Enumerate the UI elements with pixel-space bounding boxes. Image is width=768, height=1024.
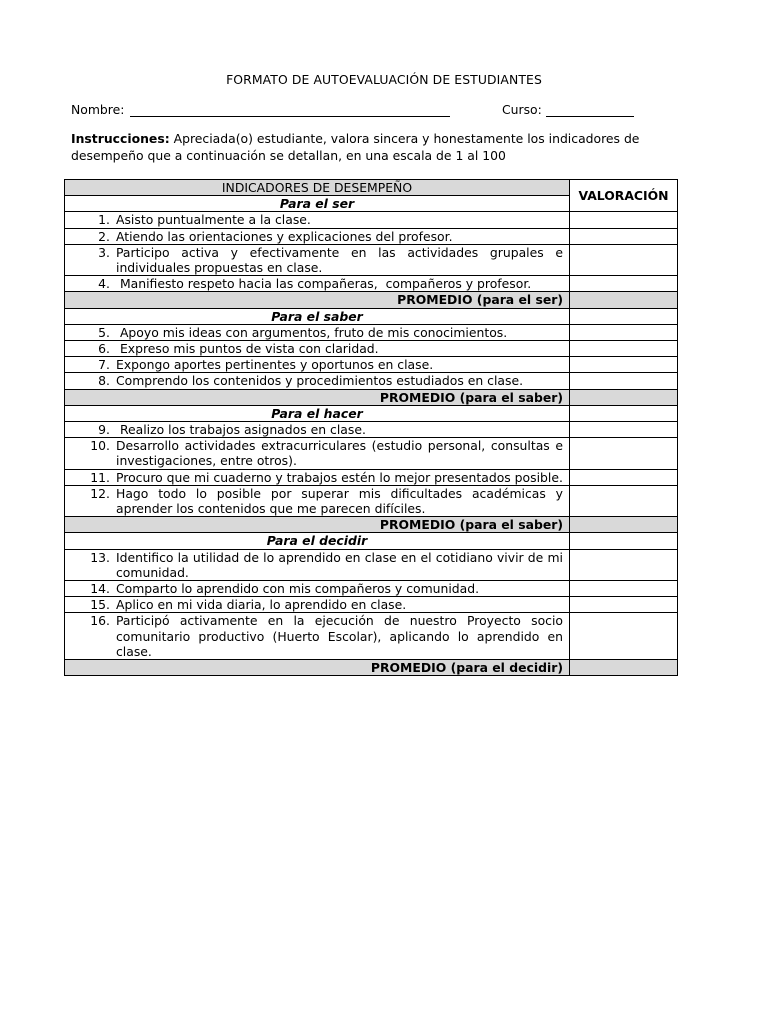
document-title: FORMATO DE AUTOEVALUACIÓN DE ESTUDIANTES xyxy=(226,72,542,87)
indicator-cell xyxy=(65,469,570,485)
indicator-number: 1. xyxy=(98,212,110,228)
indicator-text: Participó activamente en la ejecución de nuestro Proyecto socio comunitario productivo (Huerto Escolar), aplicando lo aprendido en clase. xyxy=(116,613,567,659)
average-label: PROMEDIO (para el decidir) xyxy=(65,660,570,676)
table-row xyxy=(65,469,678,485)
indicator-item xyxy=(71,613,567,659)
table-row xyxy=(65,613,678,660)
average-label: PROMEDIO (para el ser) xyxy=(65,292,570,308)
table-row xyxy=(65,373,678,389)
indicator-cell xyxy=(65,244,570,275)
category-valoracion-cell xyxy=(570,533,678,549)
average-valoracion-cell[interactable] xyxy=(570,517,678,533)
indicator-number: 14. xyxy=(90,581,110,597)
indicator-text: Expreso mis puntos de vista con claridad. xyxy=(116,341,379,357)
valoracion-input-cell[interactable] xyxy=(570,422,678,438)
indicator-item xyxy=(71,597,563,612)
average-label: PROMEDIO (para el saber) xyxy=(65,389,570,405)
category-row xyxy=(65,405,678,421)
indicator-text: Atiendo las orientaciones y explicaciones del profesor. xyxy=(116,228,453,244)
nombre-blank-line[interactable] xyxy=(130,116,450,117)
indicator-text: Identifico la utilidad de lo aprendido en clase en el cotidiano vivir de mi comunidad. xyxy=(116,549,567,580)
indicator-text: Realizo los trabajos asignados en clase. xyxy=(116,422,366,438)
indicator-text: Participo activa y efectivamente en las actividades grupales e individuales propuestas en clase. xyxy=(116,244,567,276)
average-row xyxy=(65,292,678,308)
indicator-number: 4. xyxy=(98,276,110,292)
indicator-text: Asisto puntualmente a la clase. xyxy=(116,212,311,228)
indicator-cell xyxy=(65,549,570,580)
instructions-label: Instrucciones: xyxy=(71,131,170,146)
indicator-item xyxy=(71,470,563,485)
indicator-number: 9. xyxy=(98,422,110,438)
valoracion-input-cell[interactable] xyxy=(570,597,678,613)
indicator-cell xyxy=(65,438,570,469)
indicator-cell xyxy=(65,228,570,244)
valoracion-input-cell[interactable] xyxy=(570,212,678,228)
indicator-cell xyxy=(65,485,570,516)
category-row xyxy=(65,308,678,324)
indicator-item xyxy=(71,549,567,580)
indicator-item xyxy=(71,438,567,469)
table-row xyxy=(65,341,678,357)
indicator-text: Procuro que mi cuaderno y trabajos estén lo mejor presentados posible. xyxy=(116,469,563,485)
curso-label: Curso: xyxy=(502,102,542,117)
indicator-number: 13. xyxy=(90,549,110,565)
table-row xyxy=(65,549,678,580)
curso-blank-line[interactable] xyxy=(546,116,634,117)
indicator-item xyxy=(71,422,563,437)
valoracion-header: VALORACIÓN xyxy=(570,180,678,212)
table-row xyxy=(65,597,678,613)
indicator-number: 15. xyxy=(90,597,110,613)
average-row xyxy=(65,517,678,533)
indicator-cell xyxy=(65,581,570,597)
indicator-cell xyxy=(65,341,570,357)
instructions-text: Apreciada(o) estudiante, valora sincera y honestamente los indicadores de desempeño que a continuación se detallan, en una escala de 1 al 100 xyxy=(71,131,640,163)
indicator-cell xyxy=(65,422,570,438)
table-row xyxy=(65,228,678,244)
indicator-number: 5. xyxy=(98,324,110,340)
indicator-item xyxy=(71,212,563,227)
indicator-cell xyxy=(65,357,570,373)
category-title: Para el decidir xyxy=(65,533,570,549)
indicator-item xyxy=(71,244,567,276)
valoracion-input-cell[interactable] xyxy=(570,613,678,660)
instructions xyxy=(71,131,681,164)
table-header-row xyxy=(65,180,678,196)
category-row xyxy=(65,533,678,549)
indicator-text: Comprendo los contenidos y procedimientos estudiados en clase. xyxy=(116,373,524,389)
nombre-label: Nombre: xyxy=(71,102,125,117)
indicator-text: Aplico en mi vida diaria, lo aprendido en clase. xyxy=(116,597,407,613)
indicator-number: 2. xyxy=(98,228,110,244)
valoracion-input-cell[interactable] xyxy=(570,341,678,357)
average-valoracion-cell[interactable] xyxy=(570,292,678,308)
indicator-cell xyxy=(65,373,570,389)
indicator-number: 3. xyxy=(98,244,110,260)
indicator-text: Desarrollo actividades extracurriculares (estudio personal, consultas e investigaciones, entre otros). xyxy=(116,438,567,469)
table-row xyxy=(65,422,678,438)
indicators-header: INDICADORES DE DESEMPEÑO xyxy=(65,180,570,196)
evaluation-table xyxy=(64,179,678,676)
category-title: Para el ser xyxy=(65,196,570,212)
indicator-item xyxy=(71,341,563,356)
table-row xyxy=(65,212,678,228)
valoracion-input-cell[interactable] xyxy=(570,228,678,244)
valoracion-input-cell[interactable] xyxy=(570,324,678,340)
average-valoracion-cell[interactable] xyxy=(570,660,678,676)
indicator-cell xyxy=(65,276,570,292)
valoracion-input-cell[interactable] xyxy=(570,244,678,275)
category-title: Para el hacer xyxy=(65,405,570,421)
table-row xyxy=(65,324,678,340)
average-row xyxy=(65,660,678,676)
indicator-item xyxy=(71,229,563,244)
category-valoracion-cell xyxy=(570,405,678,421)
indicator-text: Manifiesto respeto hacia las compañeras, compañeros y profesor. xyxy=(116,276,532,292)
valoracion-input-cell[interactable] xyxy=(570,373,678,389)
indicator-text: Expongo aportes pertinentes y oportunos en clase. xyxy=(116,357,434,373)
indicator-cell xyxy=(65,324,570,340)
indicator-number: 10. xyxy=(90,438,110,454)
indicator-item xyxy=(71,485,567,517)
indicator-text: Apoyo mis ideas con argumentos, fruto de mis conocimientos. xyxy=(116,324,508,340)
valoracion-input-cell[interactable] xyxy=(570,469,678,485)
indicator-number: 12. xyxy=(90,485,110,501)
table-row xyxy=(65,276,678,292)
name-course-row xyxy=(71,102,691,120)
indicator-text: Hago todo lo posible por superar mis dificultades académicas y aprender los contenidos que me parecen difíciles. xyxy=(116,485,567,517)
indicator-item xyxy=(71,357,563,372)
valoracion-input-cell[interactable] xyxy=(570,357,678,373)
indicator-item xyxy=(71,581,563,596)
valoracion-input-cell[interactable] xyxy=(570,581,678,597)
indicator-cell xyxy=(65,212,570,228)
valoracion-input-cell[interactable] xyxy=(570,276,678,292)
indicator-number: 7. xyxy=(98,357,110,373)
indicator-number: 11. xyxy=(90,469,110,485)
table-row xyxy=(65,581,678,597)
table-row xyxy=(65,357,678,373)
table-row xyxy=(65,438,678,469)
indicator-number: 8. xyxy=(98,373,110,389)
indicator-number: 6. xyxy=(98,341,110,357)
indicator-number: 16. xyxy=(90,613,110,629)
valoracion-input-cell[interactable] xyxy=(570,438,678,469)
category-title: Para el saber xyxy=(65,308,570,324)
table-row xyxy=(65,485,678,516)
indicator-cell xyxy=(65,613,570,660)
indicator-item xyxy=(71,276,563,291)
indicator-cell xyxy=(65,597,570,613)
average-label: PROMEDIO (para el saber) xyxy=(65,517,570,533)
valoracion-input-cell[interactable] xyxy=(570,485,678,516)
valoracion-input-cell[interactable] xyxy=(570,549,678,580)
average-row xyxy=(65,389,678,405)
table-row xyxy=(65,244,678,275)
indicator-item xyxy=(71,325,563,340)
indicator-item xyxy=(71,373,563,388)
category-valoracion-cell xyxy=(570,308,678,324)
average-valoracion-cell[interactable] xyxy=(570,389,678,405)
indicator-text: Comparto lo aprendido con mis compañeros y comunidad. xyxy=(116,581,480,597)
